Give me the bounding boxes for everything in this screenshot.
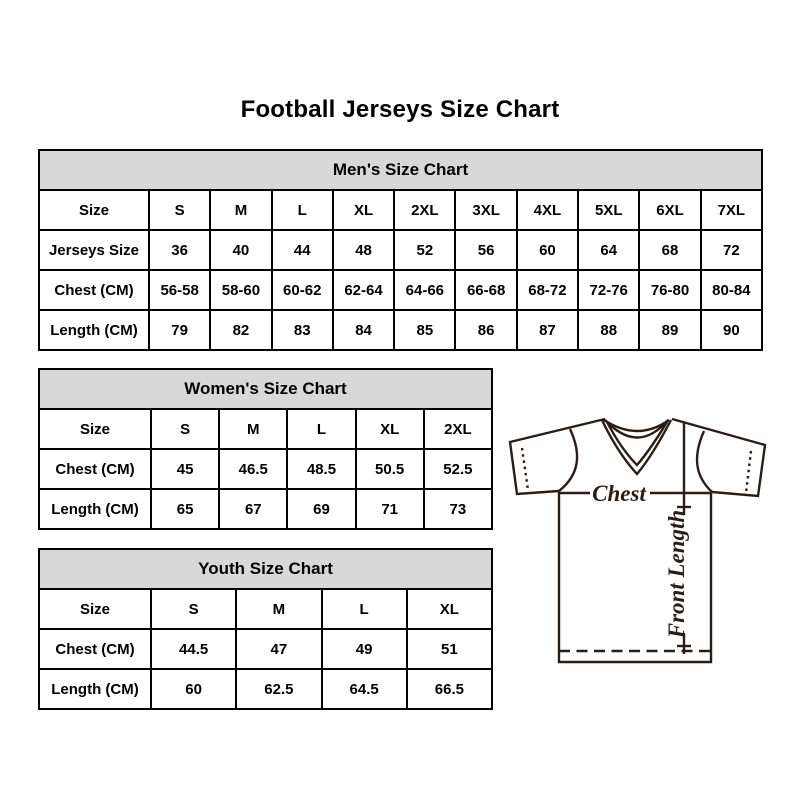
table-cell: 68-72	[517, 270, 578, 310]
table-cell: M	[219, 409, 287, 449]
table-cell: 48	[333, 230, 394, 270]
table-cell: 79	[149, 310, 210, 350]
jersey-left-armhole	[559, 429, 577, 491]
table-cell: 84	[333, 310, 394, 350]
table-cell: 3XL	[455, 190, 516, 230]
page-title: Football Jerseys Size Chart	[240, 96, 560, 123]
row-header-cell: Size	[39, 409, 151, 449]
row-header-cell: Chest (CM)	[39, 270, 149, 310]
table-cell: 48.5	[287, 449, 355, 489]
table-cell: 6XL	[639, 190, 700, 230]
youth-size-table	[38, 548, 493, 710]
table-cell: 4XL	[517, 190, 578, 230]
table-cell: 68	[639, 230, 700, 270]
table-cell: 72	[701, 230, 762, 270]
table-cell: S	[151, 589, 236, 629]
table-row	[39, 190, 762, 230]
table-cell: XL	[333, 190, 394, 230]
table-cell: 60-62	[272, 270, 333, 310]
chest-label: Chest	[592, 481, 646, 506]
row-header-cell: Chest (CM)	[39, 449, 151, 489]
table-cell: 82	[210, 310, 271, 350]
table-cell: 56-58	[149, 270, 210, 310]
table-row	[39, 270, 762, 310]
table-cell: 69	[287, 489, 355, 529]
table-cell: 62.5	[236, 669, 321, 709]
table-cell: 49	[322, 629, 407, 669]
table-cell: 62-64	[333, 270, 394, 310]
mens-size-table	[38, 149, 763, 351]
table-title: Men's Size Chart	[39, 150, 762, 190]
table-title: Youth Size Chart	[39, 549, 492, 589]
table-row	[39, 629, 492, 669]
table-cell: 64.5	[322, 669, 407, 709]
table-cell: 64	[578, 230, 639, 270]
table-row	[39, 489, 492, 529]
table-cell: 72-76	[578, 270, 639, 310]
table-cell: 50.5	[356, 449, 424, 489]
table-cell: 58-60	[210, 270, 271, 310]
table-cell: 65	[151, 489, 219, 529]
table-row	[39, 449, 492, 489]
table-cell: 87	[517, 310, 578, 350]
table-cell: 7XL	[701, 190, 762, 230]
jersey-icon	[498, 403, 782, 687]
table-cell: 83	[272, 310, 333, 350]
row-header-cell: Length (CM)	[39, 489, 151, 529]
table-cell: 45	[151, 449, 219, 489]
table-cell: M	[210, 190, 271, 230]
table-cell: 60	[151, 669, 236, 709]
row-header-cell: Chest (CM)	[39, 629, 151, 669]
front-length-label: Front Length	[664, 509, 689, 639]
table-cell: S	[149, 190, 210, 230]
jersey-right-armhole	[697, 431, 712, 492]
table-cell: 80-84	[701, 270, 762, 310]
table-row	[39, 310, 762, 350]
row-header-cell: Size	[39, 190, 149, 230]
row-header-cell: Size	[39, 589, 151, 629]
table-cell: 2XL	[394, 190, 455, 230]
table-cell: S	[151, 409, 219, 449]
table-cell: L	[272, 190, 333, 230]
jersey-right-cuff-seam	[746, 451, 751, 493]
table-row	[39, 409, 492, 449]
table-cell: 89	[639, 310, 700, 350]
table-cell: 86	[455, 310, 516, 350]
table-cell: XL	[356, 409, 424, 449]
table-cell: 67	[219, 489, 287, 529]
table-title: Women's Size Chart	[39, 369, 492, 409]
table-cell: 88	[578, 310, 639, 350]
table-cell: XL	[407, 589, 492, 629]
table-cell: 44.5	[151, 629, 236, 669]
table-cell: 40	[210, 230, 271, 270]
table-cell: 85	[394, 310, 455, 350]
row-header-cell: Length (CM)	[39, 310, 149, 350]
jersey-measurement-diagram	[498, 403, 782, 687]
row-header-cell: Jerseys Size	[39, 230, 149, 270]
table-cell: L	[322, 589, 407, 629]
table-cell: 64-66	[394, 270, 455, 310]
table-cell: 52.5	[424, 449, 492, 489]
table-cell: 56	[455, 230, 516, 270]
table-row	[39, 230, 762, 270]
table-cell: 66.5	[407, 669, 492, 709]
table-row	[39, 669, 492, 709]
table-cell: 2XL	[424, 409, 492, 449]
table-cell: 44	[272, 230, 333, 270]
table-cell: 60	[517, 230, 578, 270]
table-cell: 51	[407, 629, 492, 669]
table-cell: 73	[424, 489, 492, 529]
table-cell: 5XL	[578, 190, 639, 230]
table-cell: 71	[356, 489, 424, 529]
womens-size-table	[38, 368, 493, 530]
table-cell: 46.5	[219, 449, 287, 489]
table-cell: 66-68	[455, 270, 516, 310]
table-cell: 36	[149, 230, 210, 270]
table-cell: 76-80	[639, 270, 700, 310]
table-cell: M	[236, 589, 321, 629]
table-cell: L	[287, 409, 355, 449]
table-row	[39, 589, 492, 629]
table-cell: 47	[236, 629, 321, 669]
row-header-cell: Length (CM)	[39, 669, 151, 709]
table-cell: 52	[394, 230, 455, 270]
table-cell: 90	[701, 310, 762, 350]
jersey-left-cuff-seam	[522, 448, 528, 490]
